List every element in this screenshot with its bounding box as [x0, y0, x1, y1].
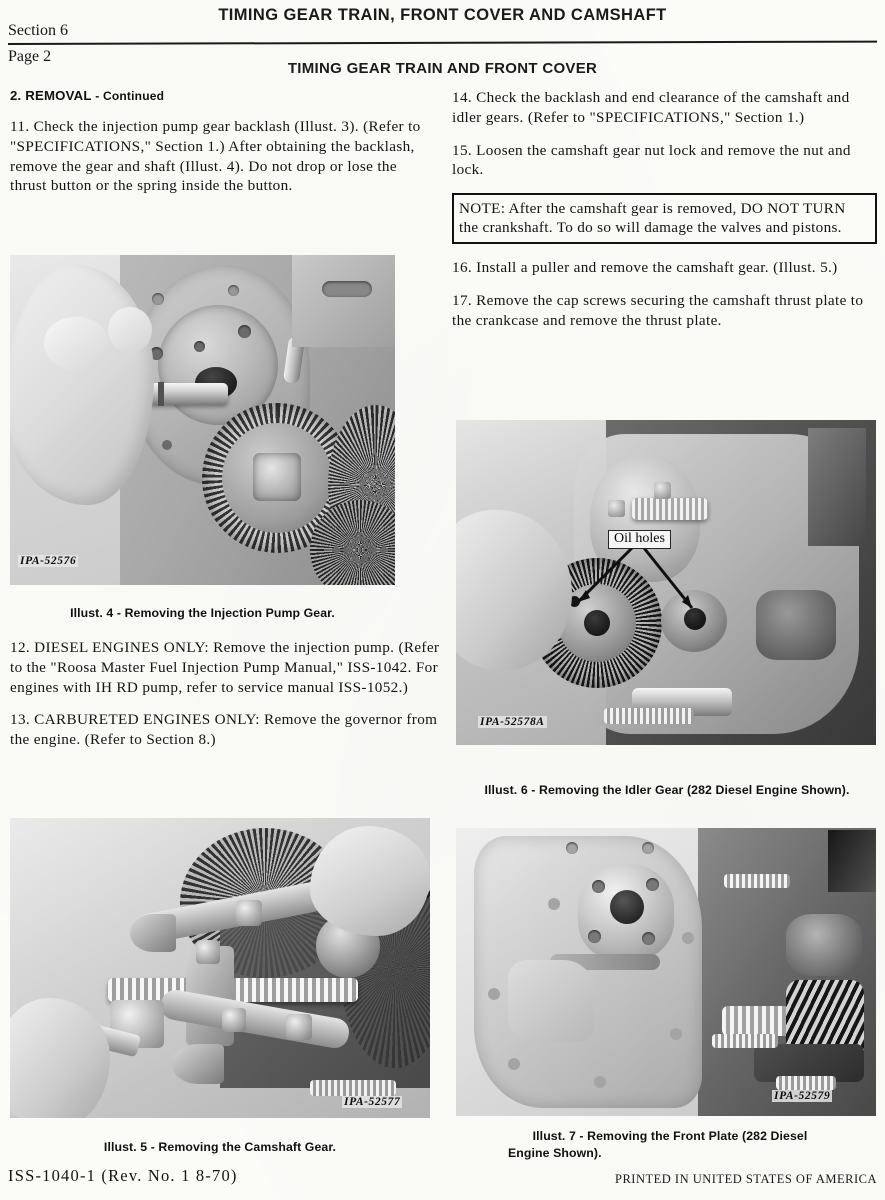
- jaw-pivot-bolt: [222, 1008, 246, 1032]
- paragraph-11: 11. Check the injection pump gear backlash (Illust. 3). (Refer to "SPECIFICATIONS," Section 1.) After obtaining the backlash, remove the gear and shaft (Illust. 4). Do not drop or lose the thrust button or the spring inside the button.: [10, 118, 421, 195]
- technician-hand: [10, 265, 154, 505]
- figure-illust-7-photo: [456, 828, 876, 1116]
- paragraph-12: 12. DIESEL ENGINES ONLY: Remove the injection pump. (Refer to the "Roosa Master Fuel Injection Pump Manual," ISS-1042. For engines with IH RD pump, refer to service manual ISS-1052.): [10, 639, 440, 696]
- printed-in-label: PRINTED IN UNITED STATES OF AMERICA: [615, 1172, 877, 1186]
- header-divider-rule: [8, 41, 877, 45]
- figure-illust-5-caption: Illust. 5 - Removing the Camshaft Gear.: [103, 1140, 337, 1154]
- thumb: [44, 317, 108, 371]
- index-finger: [108, 307, 152, 353]
- left-text-column: [10, 88, 435, 209]
- page-subtitle: TIMING GEAR TRAIN AND FRONT COVER: [287, 60, 598, 77]
- oil-holes-arrows: [456, 420, 876, 745]
- camshaft-nut: [253, 453, 301, 501]
- bolt-hole: [194, 341, 205, 352]
- plate-bolt-hole: [588, 930, 601, 943]
- plate-bolt-hole: [642, 932, 655, 945]
- plate-edge-hole: [642, 842, 654, 854]
- cap-screw-stud: [776, 1076, 836, 1090]
- figure-ipa-number: IPA-52578A: [480, 716, 545, 728]
- cap-screw-stud: [712, 1034, 778, 1048]
- paragraph-13: 13. CARBURETED ENGINES ONLY: Remove the governor from the engine. (Refer to Section 8.): [10, 711, 438, 748]
- figure-illust-7-caption: [470, 1128, 870, 1163]
- front-cover-edge: [292, 255, 395, 347]
- paragraph-16: 16. Install a puller and remove the camshaft gear. (Illust. 5.): [452, 259, 838, 277]
- shaft-snap-ring: [158, 382, 164, 406]
- plate-edge-hole: [682, 932, 694, 944]
- figure-illust-7-caption-line2: Engine Shown).: [508, 1146, 602, 1161]
- bolt-hole: [162, 440, 172, 450]
- cap-screw-stud: [724, 874, 790, 888]
- removal-section-heading: [10, 88, 435, 103]
- figure-illust-5-photo: [10, 818, 430, 1118]
- bolt-hole: [152, 293, 164, 305]
- figure-illust-4-photo: [10, 255, 395, 585]
- removal-heading-continued: - Continued: [95, 89, 165, 103]
- technician-hand-right: [310, 826, 430, 936]
- paragraph-15: 15. Loosen the camshaft gear nut lock and remove the nut and lock.: [452, 141, 851, 179]
- bolt-hole: [238, 325, 251, 338]
- bolt-hole: [228, 285, 239, 296]
- figure-illust-6-photo: [456, 420, 876, 745]
- plate-edge-hole: [566, 842, 578, 854]
- plate-edge-hole: [548, 898, 560, 910]
- removal-heading-text: REMOVAL: [25, 88, 92, 103]
- cover-slot: [322, 281, 372, 297]
- page-header-title: TIMING GEAR TRAIN, FRONT COVER AND CAMSHAFT: [218, 6, 667, 24]
- plate-edge-hole: [488, 988, 500, 1000]
- figure-illust-4-caption: Illust. 4 - Removing the Injection Pump Gear.: [70, 606, 335, 620]
- plate-edge-hole: [508, 1058, 520, 1070]
- plate-edge-hole: [670, 1028, 682, 1040]
- right-text-column: [452, 88, 877, 344]
- form-number: ISS-1040-1 (Rev. No. 1 8-70): [8, 1166, 238, 1185]
- puller-jaw-hook-lower: [172, 1044, 224, 1084]
- plate-cutout: [508, 960, 594, 1042]
- figure-illust-7-caption-line1: Illust. 7 - Removing the Front Plate (282 Diesel: [532, 1129, 808, 1143]
- removal-heading-number: 2.: [10, 88, 22, 103]
- figure-ipa-number: IPA-52577: [344, 1096, 401, 1108]
- oil-holes-callout-label: Oil holes: [608, 530, 671, 549]
- figure-ipa-number: IPA-52576: [20, 555, 77, 567]
- note-callout-box: [452, 193, 877, 244]
- puller-jaw-hook-upper: [130, 914, 176, 952]
- figure-illust-6-caption: Illust. 6 - Removing the Idler Gear (282 Diesel Engine Shown).: [484, 783, 850, 797]
- figure-ipa-number: IPA-52579: [774, 1090, 831, 1102]
- block-port: [786, 914, 862, 976]
- front-plate-bore: [610, 890, 644, 924]
- plate-edge-hole: [594, 1076, 606, 1088]
- jaw-pivot-bolt: [196, 940, 220, 964]
- block-top-rail: [828, 830, 876, 892]
- plate-bolt-hole: [592, 880, 605, 893]
- section-label: Section 6: [8, 22, 68, 39]
- note-text: NOTE: After the camshaft gear is removed, DO NOT TURN the crankshaft. To do so will damage the valves and pistons.: [459, 200, 846, 237]
- paragraph-17: 17. Remove the cap screws securing the camshaft thrust plate to the crankcase and remove the thrust plate.: [452, 292, 864, 329]
- paragraph-14: 14. Check the backlash and end clearance of the camshaft and idler gears. (Refer to "SPECIFICATIONS," Section 1.): [452, 89, 850, 126]
- jaw-end-nut: [236, 900, 262, 926]
- plate-bolt-hole: [646, 878, 659, 891]
- technician-hand-left: [10, 998, 110, 1118]
- jaw-end-nut: [286, 1014, 312, 1040]
- page-number-label: Page 2: [8, 48, 52, 65]
- loose-cap-screw: [310, 1080, 396, 1096]
- left-text-column-lower: [10, 638, 442, 763]
